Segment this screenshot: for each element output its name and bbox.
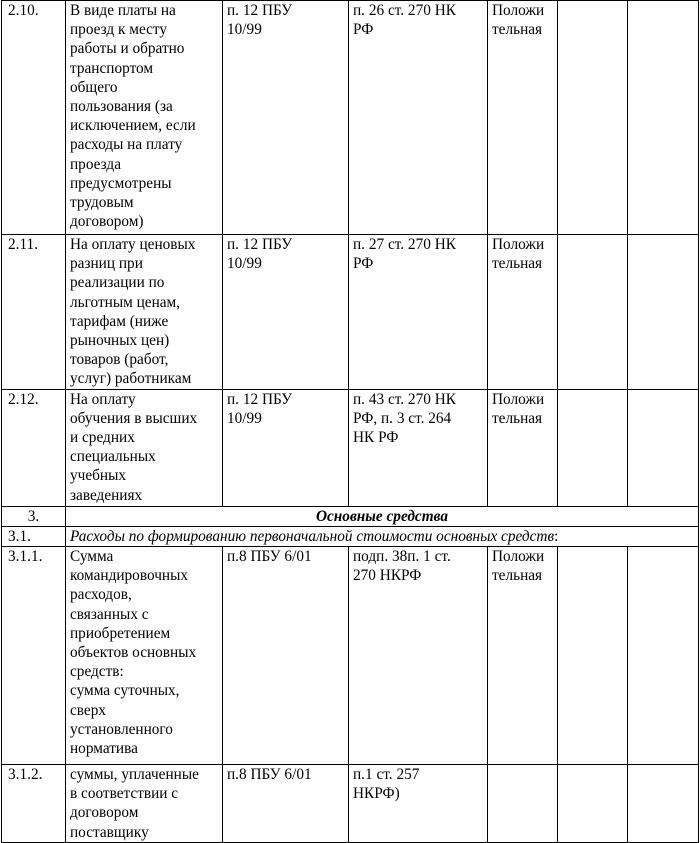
empty-cell bbox=[628, 547, 699, 765]
table-row bbox=[2, 765, 699, 843]
expense-description: На оплату ценовых разниц при реализации по льготным ценам, тарифам (ниже рыночных цен) товаров (работ, услуг) работникам bbox=[66, 235, 223, 390]
subsection-number: 3.1. bbox=[2, 526, 66, 546]
difference-type: Положи тельная bbox=[488, 235, 558, 390]
row-number: 3.1.2. bbox=[2, 765, 66, 843]
empty-cell bbox=[558, 235, 628, 390]
empty-cell bbox=[628, 235, 699, 390]
accounting-reference: п.8 ПБУ 6/01 bbox=[223, 765, 349, 843]
tax-reference: подп. 38п. 1 ст. 270 НКРФ bbox=[349, 547, 488, 765]
empty-cell bbox=[628, 765, 699, 843]
table-row bbox=[2, 547, 699, 765]
subsection-colon: : bbox=[554, 527, 559, 545]
expense-description: суммы, уплаченные в соответствии с договором поставщику bbox=[66, 765, 223, 843]
difference-type: Положи тельная bbox=[488, 547, 558, 765]
empty-cell bbox=[558, 547, 628, 765]
difference-type: Положи тельная bbox=[488, 1, 558, 235]
accounting-reference: п. 12 ПБУ 10/99 bbox=[223, 389, 349, 506]
accounting-reference: п. 12 ПБУ 10/99 bbox=[223, 1, 349, 235]
row-number: 2.10. bbox=[2, 1, 66, 235]
difference-type bbox=[488, 765, 558, 843]
row-number: 3.1.1. bbox=[2, 547, 66, 765]
row-number: 2.12. bbox=[2, 389, 66, 506]
subsection-title-cell bbox=[66, 526, 699, 546]
empty-cell bbox=[628, 389, 699, 506]
expense-description: В виде платы на проезд к месту работы и обратно транспортом общего пользования (за исключением, если расходы на плату проезда предусмотрены трудовым договором) bbox=[66, 1, 223, 235]
expense-description: Сумма командировочных расходов, связанных с приобретением объектов основных средств: сумма суточных, сверх установленного норматива bbox=[66, 547, 223, 765]
subsection-title: Расходы по формированию первоначальной стоимости основных средств bbox=[70, 527, 555, 545]
empty-cell bbox=[558, 389, 628, 506]
accounting-table bbox=[1, 0, 699, 843]
section-title: Основные средства bbox=[66, 506, 699, 526]
tax-reference: п. 43 ст. 270 НК РФ, п. 3 ст. 264 НК РФ bbox=[349, 389, 488, 506]
subsection-row bbox=[2, 526, 699, 546]
table-row bbox=[2, 389, 699, 506]
difference-type: Положи тельная bbox=[488, 389, 558, 506]
tax-reference: п. 26 ст. 270 НК РФ bbox=[349, 1, 488, 235]
empty-cell bbox=[628, 1, 699, 235]
section-number: 3. bbox=[2, 506, 66, 526]
row-number: 2.11. bbox=[2, 235, 66, 390]
table-row bbox=[2, 235, 699, 390]
table-row bbox=[2, 1, 699, 235]
section-row bbox=[2, 506, 699, 526]
empty-cell bbox=[558, 765, 628, 843]
accounting-reference: п. 12 ПБУ 10/99 bbox=[223, 235, 349, 390]
tax-reference: п.1 ст. 257 НКРФ) bbox=[349, 765, 488, 843]
tax-reference: п. 27 ст. 270 НК РФ bbox=[349, 235, 488, 390]
empty-cell bbox=[558, 1, 628, 235]
expense-description: На оплату обучения в высших и средних специальных учебных заведениях bbox=[66, 389, 223, 506]
accounting-reference: п.8 ПБУ 6/01 bbox=[223, 547, 349, 765]
